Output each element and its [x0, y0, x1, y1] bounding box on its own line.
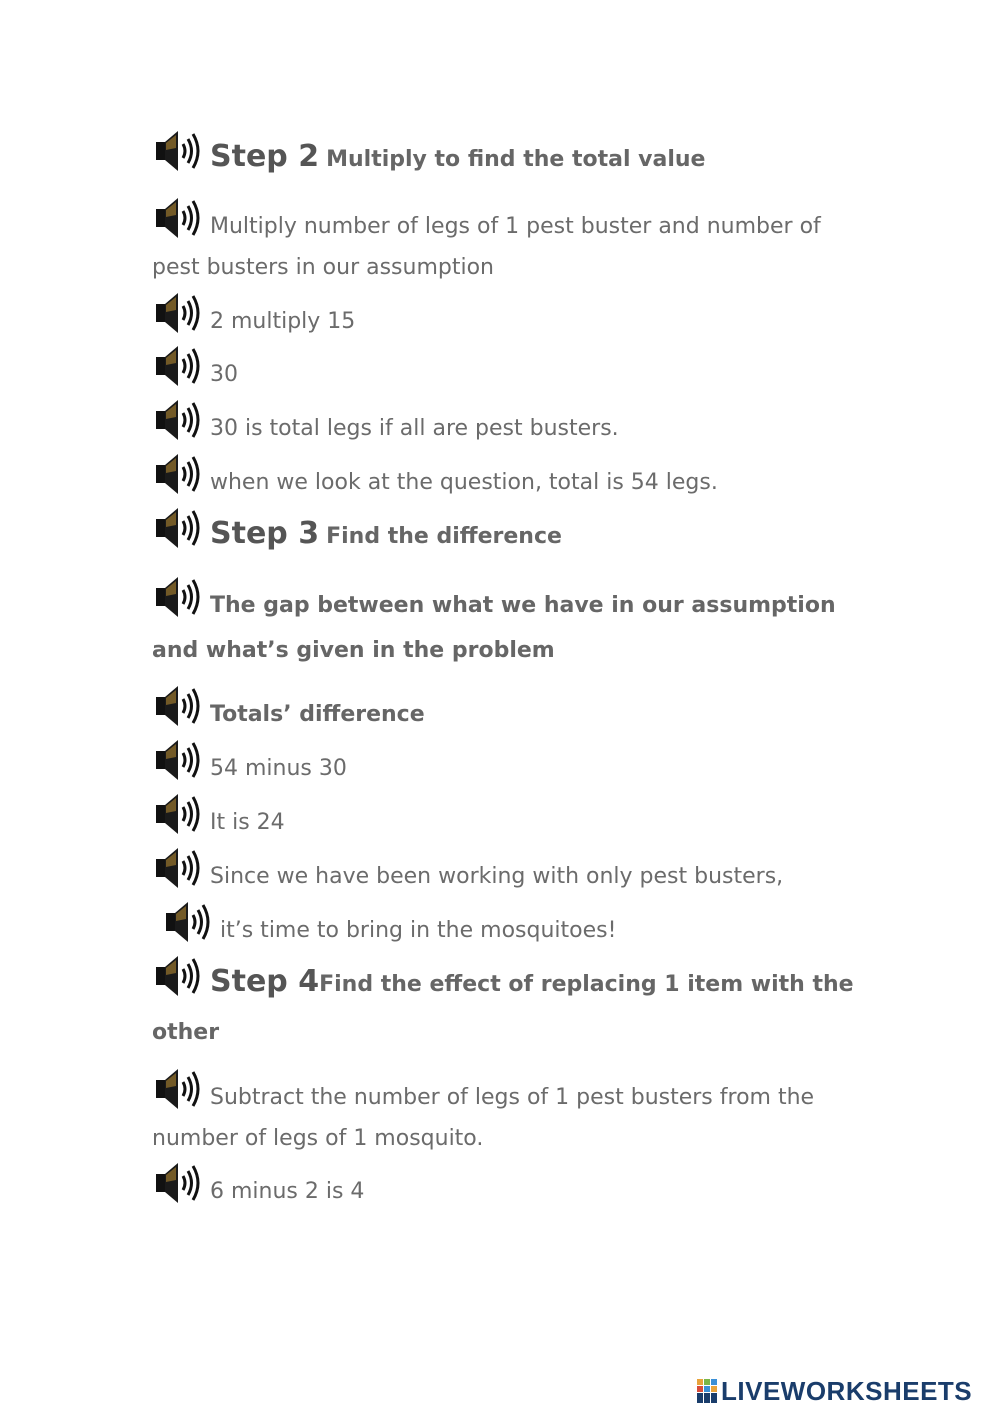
text-line [152, 397, 872, 449]
step-label: Step 2 [210, 139, 320, 174]
speaker-icon[interactable] [152, 451, 204, 497]
text-line [152, 290, 872, 342]
speaker-icon[interactable] [152, 845, 204, 891]
line-text: 30 is total legs if all are pest busters. [210, 416, 619, 441]
speaker-icon[interactable] [152, 505, 204, 551]
text-line [152, 1160, 872, 1212]
speaker-icon[interactable] [152, 574, 204, 620]
step-3-heading [152, 505, 872, 557]
step-title: Find the effect of replacing 1 item with the other [152, 972, 854, 1045]
line-text: when we look at the question, total is 54 legs. [210, 470, 718, 495]
speaker-icon[interactable] [152, 128, 204, 174]
line-text: Subtract the number of legs of 1 pest busters from the number of legs of 1 mosquito. [152, 1085, 815, 1151]
text-line [152, 195, 872, 288]
speaker-icon[interactable] [152, 397, 204, 443]
liveworksheets-logo-icon [696, 1378, 718, 1404]
step-title: Find the difference [326, 524, 562, 549]
step-4-heading [152, 953, 872, 1057]
line-text: It is 24 [210, 810, 285, 835]
speaker-icon[interactable] [152, 195, 204, 241]
speaker-icon[interactable] [152, 1160, 204, 1206]
step-label: Step 4 [210, 964, 320, 999]
speaker-icon[interactable] [152, 683, 204, 729]
footer-brand [696, 1376, 972, 1406]
step-title: Multiply to find the total value [326, 147, 706, 172]
step-label: Step 3 [210, 516, 320, 551]
step-2-heading [152, 128, 872, 180]
text-line [152, 737, 872, 789]
speaker-icon[interactable] [152, 791, 204, 837]
speaker-icon[interactable] [152, 737, 204, 783]
text-line [162, 899, 882, 951]
text-line [152, 845, 872, 897]
line-text: 6 minus 2 is 4 [210, 1179, 365, 1204]
text-line [152, 791, 872, 843]
text-line [152, 451, 872, 503]
line-text: 2 multiply 15 [210, 309, 356, 334]
line-text: it’s time to bring in the mosquitoes! [220, 918, 617, 943]
line-text: 54 minus 30 [210, 756, 347, 781]
speaker-icon[interactable] [152, 343, 204, 389]
text-line [152, 343, 872, 395]
speaker-icon[interactable] [152, 953, 204, 999]
brand-name: LIVEWORKSHEETS [721, 1375, 973, 1406]
text-line [152, 1066, 872, 1159]
line-text: Totals’ difference [210, 702, 425, 727]
line-text: The gap between what we have in our assumption and what’s given in the problem [152, 593, 836, 663]
line-text: 30 [210, 362, 238, 387]
line-text: Multiply number of legs of 1 pest buster and number of pest busters in our assumption [152, 214, 821, 280]
text-line [152, 574, 872, 673]
speaker-icon[interactable] [152, 290, 204, 336]
line-text: Since we have been working with only pest busters, [210, 864, 784, 889]
text-line [152, 683, 872, 735]
speaker-icon[interactable] [152, 1066, 204, 1112]
speaker-icon[interactable] [162, 899, 214, 945]
